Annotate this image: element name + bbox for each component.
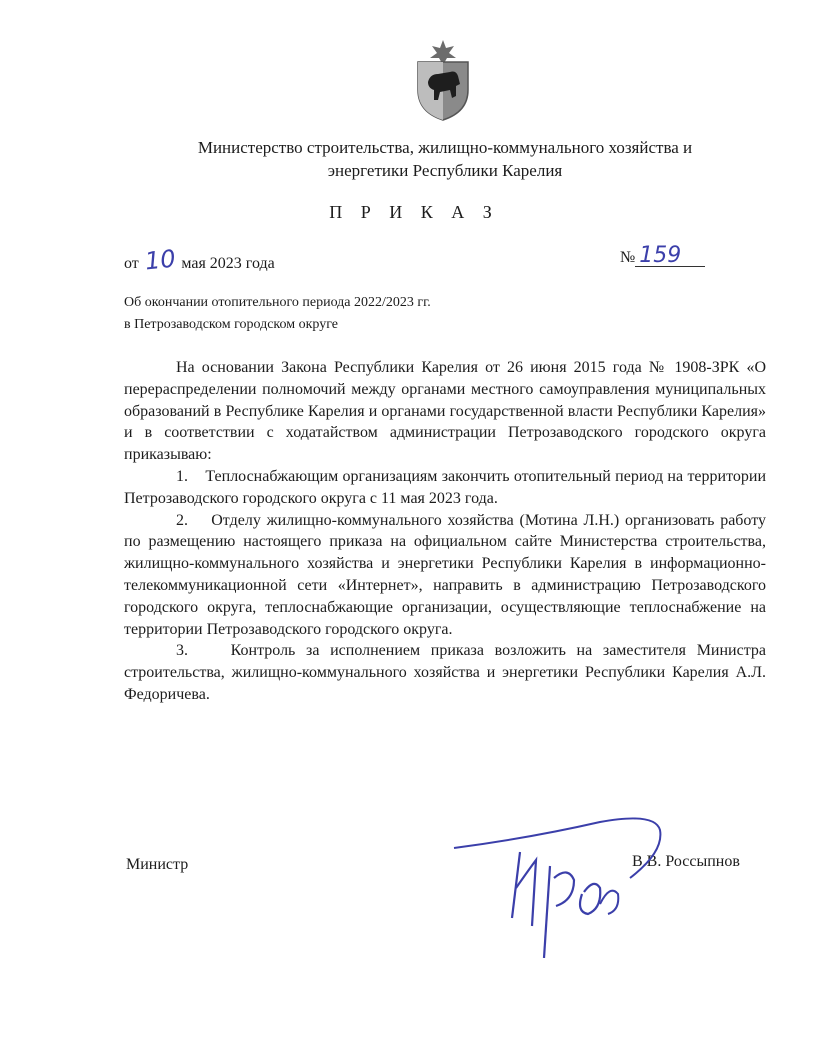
handwritten-signature-icon (450, 808, 690, 958)
date-suffix: мая 2023 года (181, 255, 275, 272)
order-body (124, 357, 766, 706)
subject-line2: в Петрозаводском городском округе (124, 317, 338, 332)
coat-of-arms-icon (412, 38, 474, 122)
order-number (620, 243, 705, 268)
subject-line1: Об окончании отопительного периода 2022/2023 гг. (124, 295, 431, 310)
body-item-2: 2. Отделу жилищно-коммунального хозяйства (Мотина Л.Н.) организовать работу по размещению настоящего приказа на официальном сайте Министерства строительства, жилищно-коммунального хозяйства и энергетики Республики Карелия в информационно-телекоммуникационной сети «Интернет», направить в администрацию Петрозаводского городского округа, теплоснабжающие организации, осуществляющие теплоснабжение на территории Петрозаводского городского округа. (124, 511, 766, 638)
order-subject (124, 292, 431, 336)
ministry-name-line1: Министерство строительства, жилищно-коммунального хозяйства и (197, 138, 693, 157)
date-prefix: от (124, 255, 139, 272)
number-value-handwritten: 159 (635, 246, 705, 267)
body-intro: На основании Закона Республики Карелия от 26 июня 2015 года № 1908-ЗРК «О перераспределении полномочий между органами местного самоуправления муниципальных образований в Республике Карелия и органами государственной власти Республики Карелия» и в соответствии с ходатайством администрации Петрозаводского городского округа приказываю: (124, 359, 766, 464)
order-title: П Р И К А З (329, 202, 499, 222)
signer-name: В.В. Россыпнов (632, 853, 740, 870)
ministry-name (120, 136, 770, 182)
body-item-1: 1. Теплоснабжающим организациям закончить отопительный период на территории Петрозаводского городского округа с 11 мая 2023 года. (124, 467, 766, 507)
body-item-3: 3. Контроль за исполнением приказа возложить на заместителя Министра строительства, жилищно-коммунального хозяйства и энергетики Республики Карелия А.Л. Федоричева. (124, 642, 766, 703)
ministry-name-line2: энергетики Республики Карелия (327, 161, 563, 180)
order-date (124, 246, 275, 274)
date-day-handwritten: 10 (143, 244, 177, 276)
number-prefix: № (620, 249, 636, 266)
signer-title: Министр (126, 856, 189, 873)
